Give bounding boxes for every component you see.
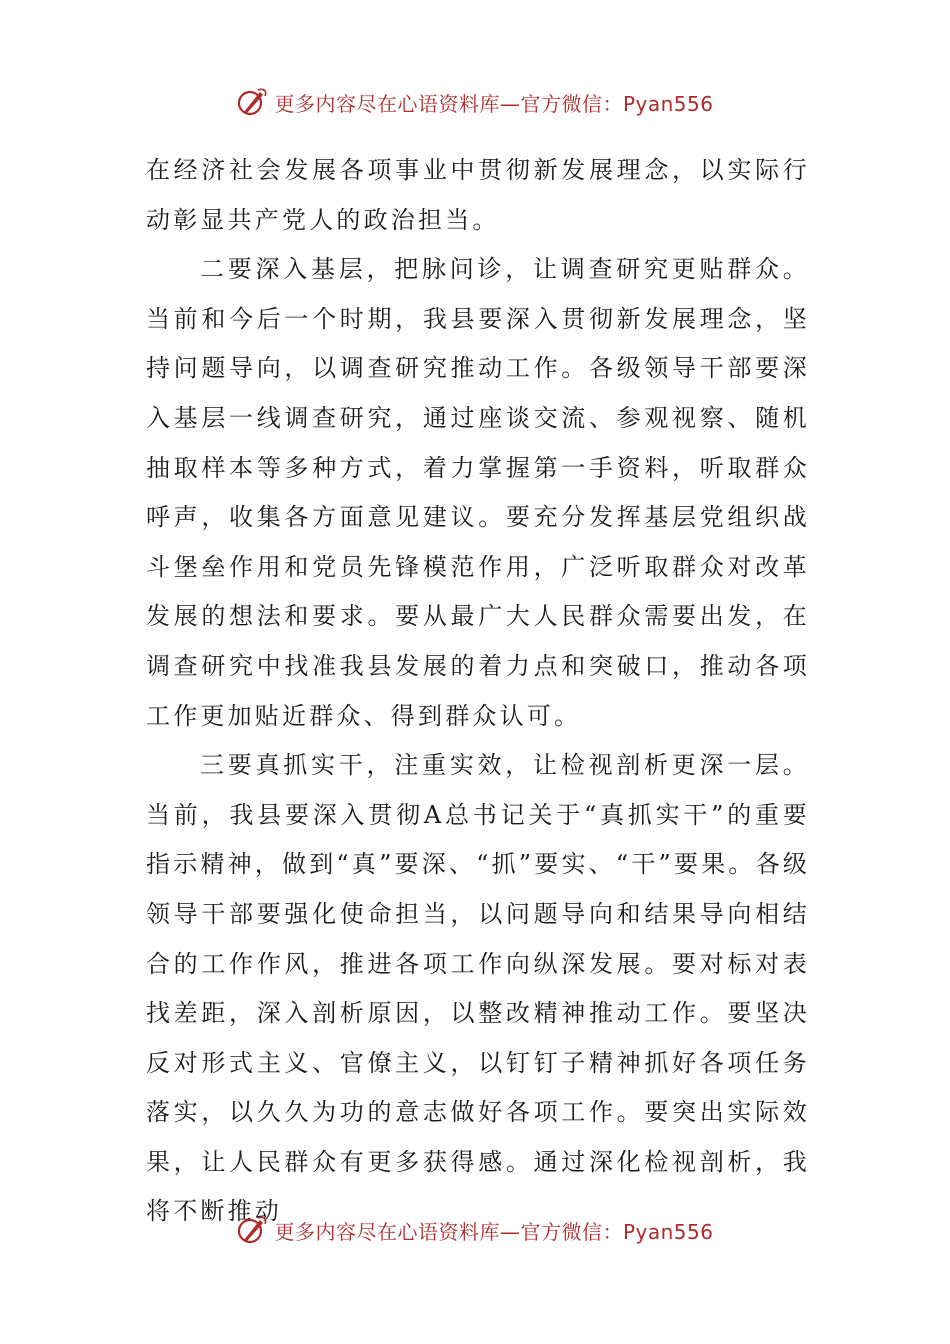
paragraph-2: 二要深入基层，把脉问诊，让调查研究更贴群众。当前和今后一个时期，我县要深入贯彻新发展理念，坚持问题导向，以调查研究推动工作。各级领导干部要深入基层一线调查研究，通过座谈交流、参观视察、随机抽取样本等多种方式，着力掌握第一手资料，听取群众呼声，收集各方面意见建议。要充分发挥基层党组织战斗堡垒作用和党员先锋模范作用，广泛听取群众对改革发展的想法和要求。要从最广大人民群众需要出发，在调查研究中找准我县发展的着力点和突破口，推动各项工作更加贴近群众、得到群众认可。 xyxy=(146,255,810,730)
paragraph-3: 三要真抓实干，注重实效，让检视剖析更深一层。当前，我县要深入贯彻A总书记关于“真抓实干”的重要指示精神，做到“真”要深、“抓”要实、“干”要果。各级领导干部要强化使命担当，以问题导向和结果导向相结合的工作作风，推进各项工作向纵深发展。要对标对表找差距，深入剖析原因，以整改精神推动工作。要坚决反对形式主义、官僚主义，以钉钉子精神抓好各项任务落实，以久久为功的意志做好各项工作。要突出实际效果，让人民群众有更多获得感。通过深化检视剖析，我将不断推动 xyxy=(146,751,811,1226)
footer-watermark xyxy=(0,1212,950,1248)
paragraph-continuation: 在经济社会发展各项事业中贯彻新发展理念，以实际行动彰显共产党人的政治担当。 xyxy=(146,156,810,234)
quill-logo-icon xyxy=(236,86,268,118)
header-watermark xyxy=(0,84,950,120)
quill-logo-icon xyxy=(236,1214,268,1246)
document-body xyxy=(146,146,810,1237)
watermark-text: 更多内容尽在心语资料库—官方微信：Pyan556 xyxy=(274,91,714,116)
watermark-text: 更多内容尽在心语资料库—官方微信：Pyan556 xyxy=(274,1219,714,1244)
